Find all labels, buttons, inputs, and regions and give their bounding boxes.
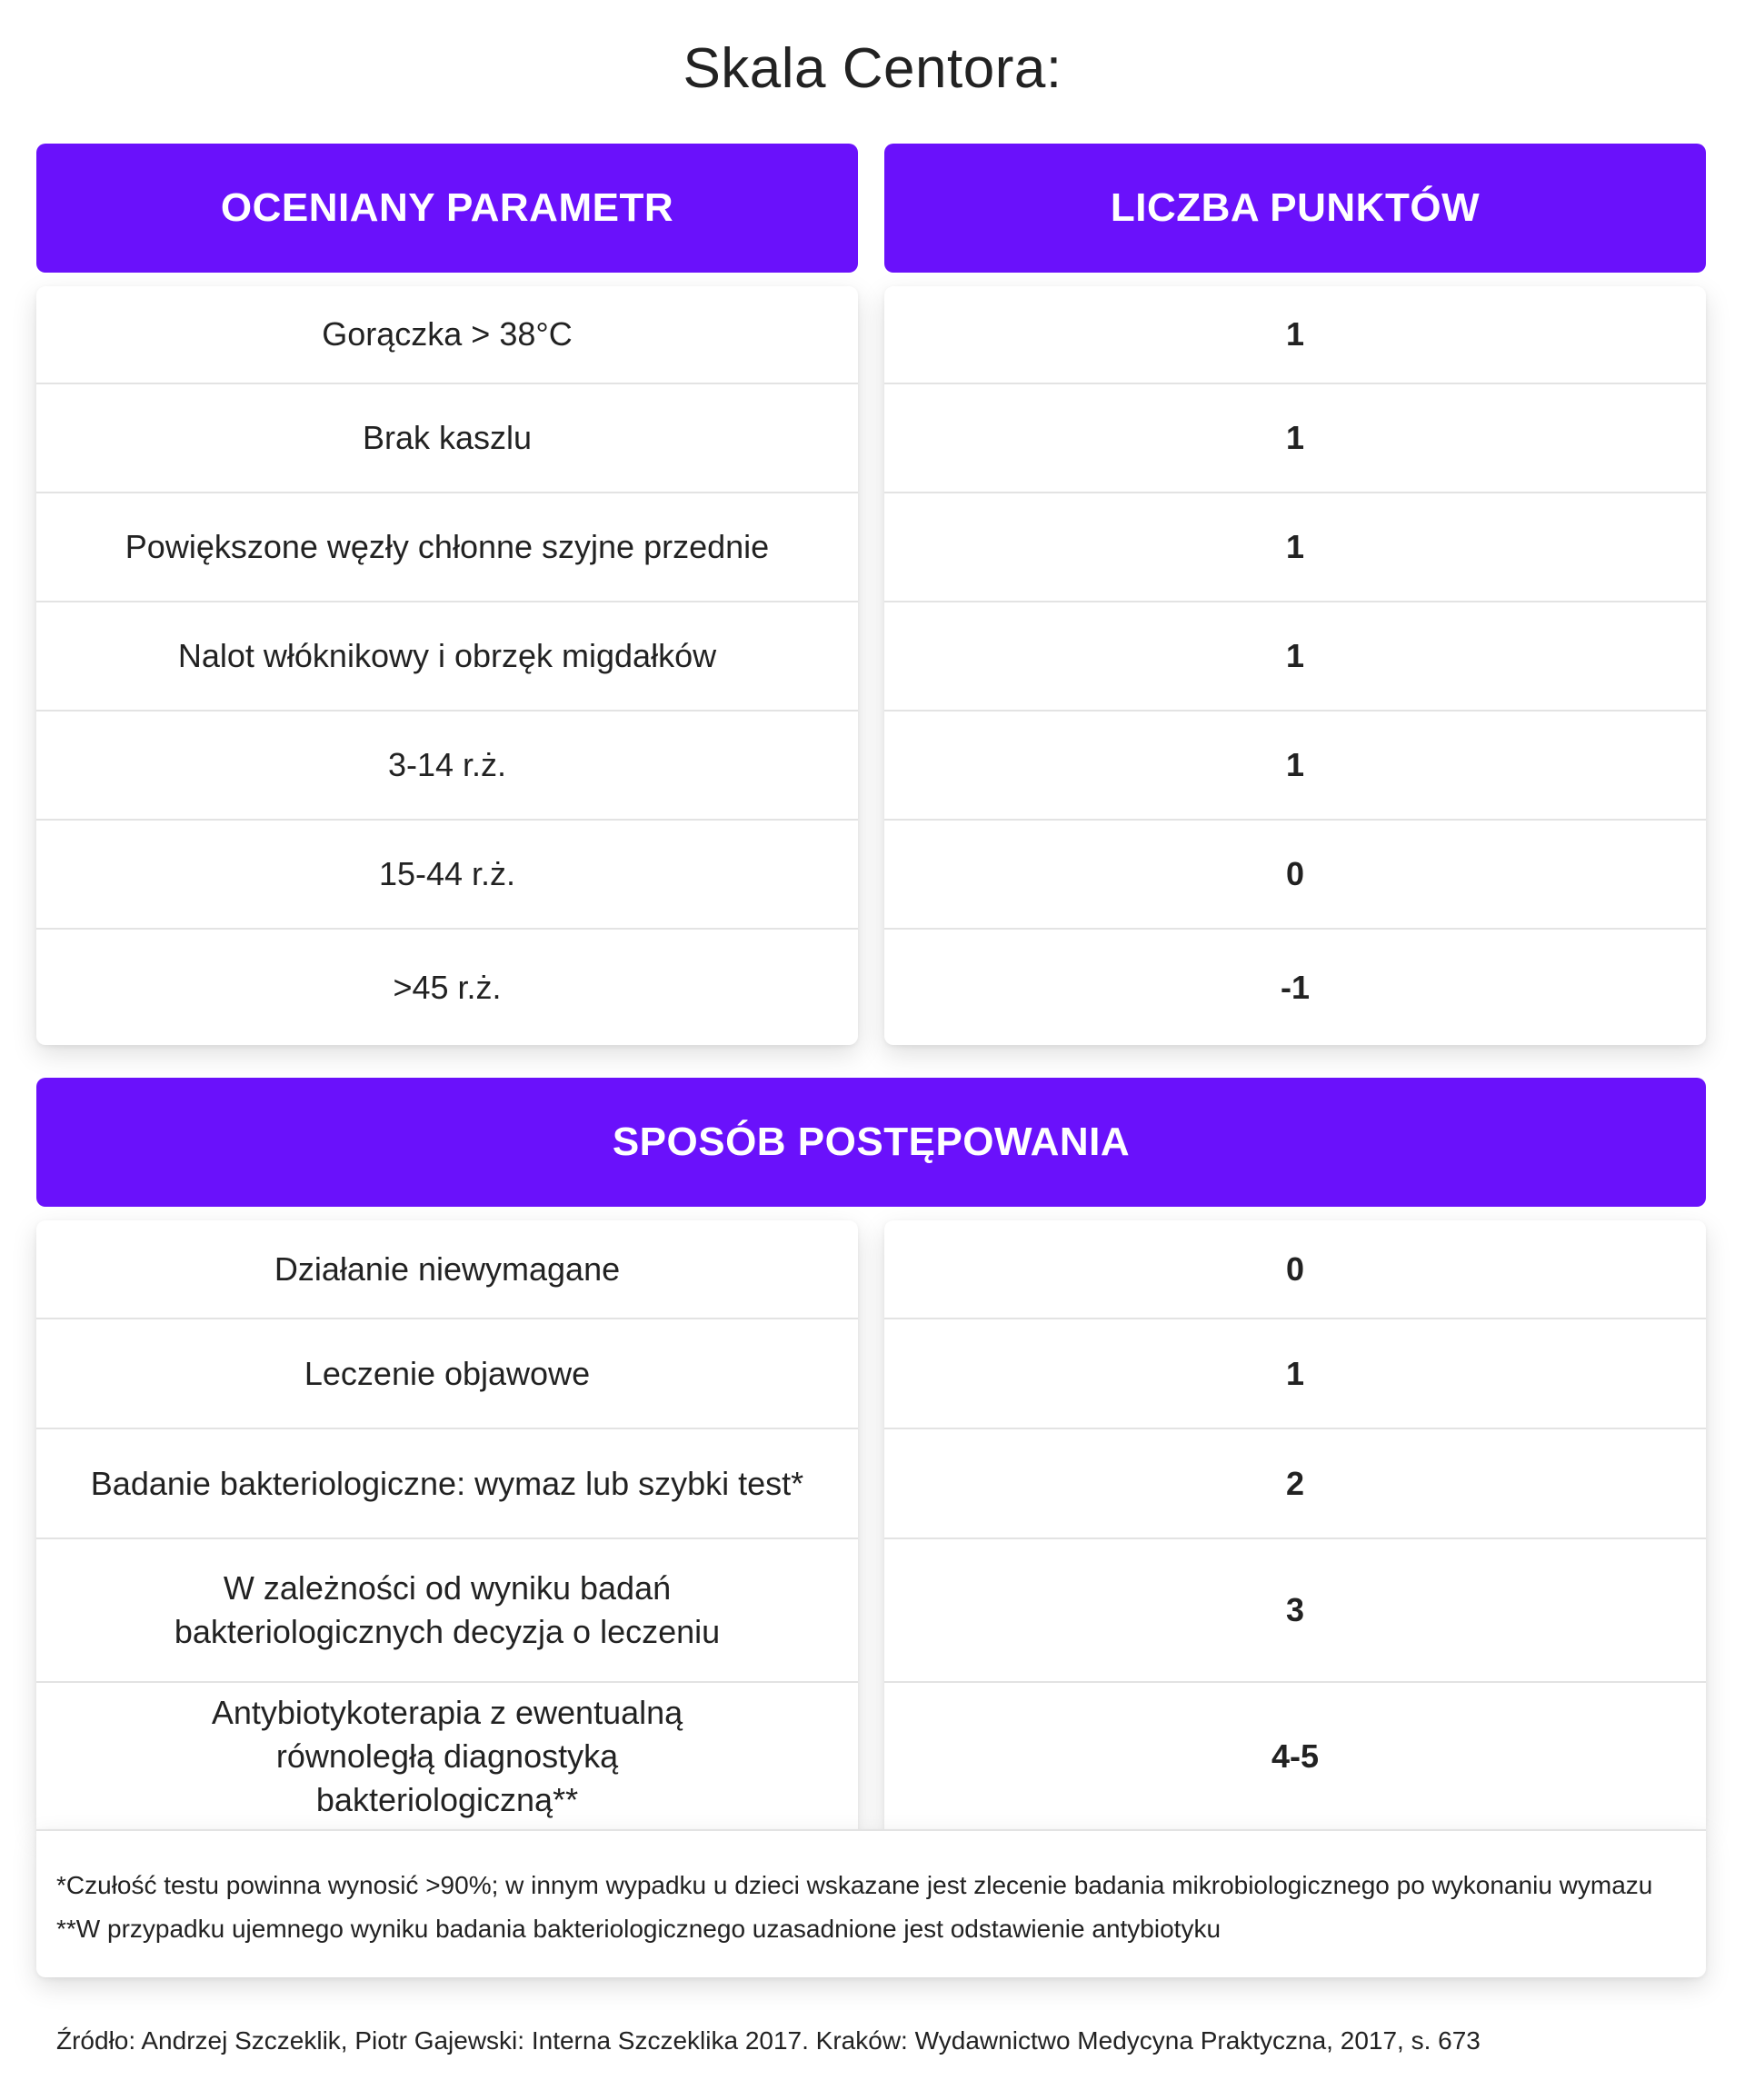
param-column — [36, 286, 858, 1045]
page-title: Skala Centora: — [683, 37, 1062, 100]
score-cell: 2 — [884, 1429, 1706, 1539]
param-cell: Nalot włóknikowy i obrzęk migdałków — [36, 602, 858, 712]
score-cell: 1 — [884, 1319, 1706, 1429]
param-cell: Powiększone węzły chłonne szyjne przednie — [36, 493, 858, 602]
param-cell: 3-14 r.ż. — [36, 712, 858, 821]
points-cell: 1 — [884, 286, 1706, 384]
action-cell: Działanie niewymagane — [36, 1220, 858, 1319]
score-cell: 4-5 — [1271, 1737, 1320, 1775]
header-param: OCENIANY PARAMETR — [36, 144, 858, 273]
points-cell: -1 — [1280, 968, 1310, 1006]
param-cell: >45 r.ż. — [393, 968, 502, 1006]
header-procedure: SPOSÓB POSTĘPOWANIA — [36, 1078, 1706, 1207]
footnote: *Czułość testu powinna wynosić >90%; w innym wypadku u dzieci wskazane jest zlecenie badania mikrobiologicznego po wykonaniu wymazu — [56, 1871, 1653, 1899]
action-column — [36, 1220, 858, 1829]
action-cell: W zależności od wyniku badań bakteriologicznych decyzja o leczeniu — [36, 1539, 858, 1683]
action-cell: Antybiotykoterapia z ewentualną równoległą diagnostyką bakteriologiczną** — [211, 1693, 683, 1818]
source-citation: Źródło: Andrzej Szczeklik, Piotr Gajewski: Interna Szczeklika 2017. Kraków: Wydawnictwo Medycyna Praktyczna, 2017, s. 673 — [56, 2026, 1481, 2055]
param-cell: 15-44 r.ż. — [36, 821, 858, 930]
score-cell: 0 — [884, 1220, 1706, 1319]
score-column — [884, 1220, 1706, 1829]
points-cell: 0 — [884, 821, 1706, 930]
points-cell: 1 — [884, 602, 1706, 712]
points-cell: 1 — [884, 493, 1706, 602]
points-cell: 1 — [884, 712, 1706, 821]
points-column — [884, 286, 1706, 1045]
score-cell: 3 — [884, 1539, 1706, 1683]
header-points: LICZBA PUNKTÓW — [884, 144, 1706, 273]
points-cell: 1 — [884, 384, 1706, 493]
footnote: **W przypadku ujemnego wyniku badania bakteriologicznego uzasadnione jest odstawienie antybiotyku — [56, 1915, 1222, 1943]
param-cell: Gorączka > 38°C — [36, 286, 858, 384]
action-cell: Badanie bakteriologiczne: wymaz lub szybki test* — [36, 1429, 858, 1539]
footnotes — [36, 1829, 1706, 1977]
param-cell: Brak kaszlu — [36, 384, 858, 493]
action-cell: Leczenie objawowe — [36, 1319, 858, 1429]
